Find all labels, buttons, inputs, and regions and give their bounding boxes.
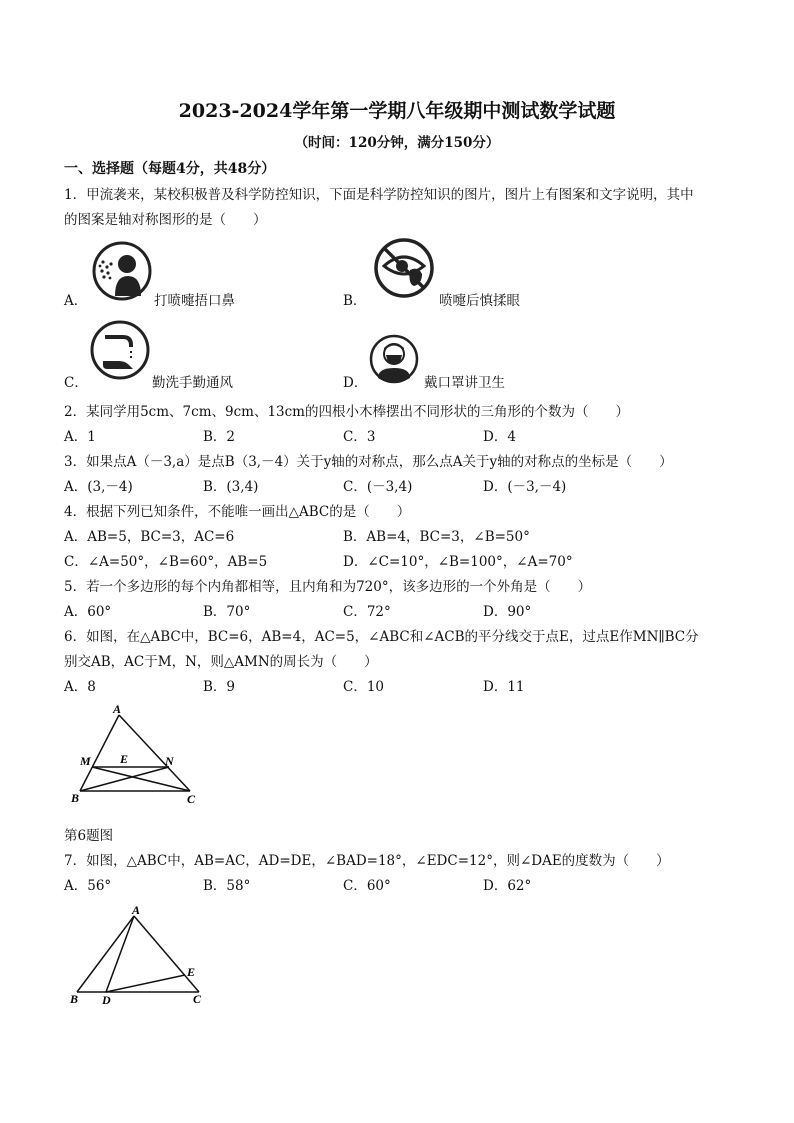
fig7-label-d: D	[102, 993, 111, 1007]
option-4b: B．AB=4，BC=3，∠B=50°	[343, 529, 530, 545]
option-1a-caption: 打喷嚏捂口鼻	[154, 293, 235, 309]
fig6-label-a: A	[113, 702, 122, 716]
exam-info: （时间：120分钟，满分150分）	[294, 135, 500, 151]
question-6-line-2: 别交AB，AC于M，N，则△AMN的周长为（ ）	[64, 654, 378, 670]
option-3a: A．(3,－4)	[64, 479, 133, 495]
fig7-label-b: B	[70, 992, 79, 1006]
fig6-label-m: M	[80, 754, 91, 768]
question-5: 5．若一个多边形的每个内角都相等，且内角和为720°，该多边形的一个外角是（ ）	[64, 579, 592, 595]
section-heading: 一、选择题（每题4分，共48分）	[64, 161, 276, 177]
option-7d: D．62°	[483, 878, 532, 894]
fig7-label-a: A	[132, 903, 141, 917]
question-1-line-2: 的图案是轴对称图形的是（ ）	[64, 212, 267, 228]
figure-6-triangle	[62, 700, 212, 810]
option-6c: C．10	[343, 679, 385, 695]
option-1b-letter: B．	[343, 293, 367, 309]
question-6-line-1: 6．如图，在△ABC中，BC=6，AB=4，AC=5，∠ABC和∠ACB的平分线交于点E，过点E作MN∥BC分	[64, 629, 699, 645]
fig6-label-c: C	[187, 792, 196, 806]
fig6-label-b: B	[71, 791, 80, 805]
option-4a: A．AB=5，BC=3，AC=6	[64, 529, 235, 545]
sneeze-cover-icon	[91, 240, 153, 302]
option-3d: D．(－3,－4)	[483, 479, 567, 495]
option-7c: C．60°	[343, 878, 391, 894]
figure-7-triangle	[62, 900, 222, 1010]
fig7-label-e: E	[187, 965, 196, 979]
fig6-label-n: N	[165, 754, 174, 768]
option-2d: D．4	[483, 429, 516, 445]
question-4: 4．根据下列已知条件，不能唯一画出△ABC的是（ ）	[64, 504, 411, 520]
option-5b: B．70°	[203, 604, 251, 620]
option-7b: B．58°	[203, 878, 251, 894]
face-mask-icon	[369, 334, 419, 384]
fig7-label-c: C	[193, 992, 202, 1006]
option-3c: C．(－3,4)	[343, 479, 413, 495]
question-1-line-1: 1．甲流袭来，某校积极普及科学防控知识，下面是科学防控知识的图片，图片上有图案和文字说明，其中	[64, 187, 694, 203]
figure-6-caption: 第6题图	[64, 828, 114, 844]
wash-hands-icon	[89, 319, 151, 381]
fig6-label-e: E	[120, 752, 129, 766]
option-7a: A．56°	[64, 878, 112, 894]
option-1c-letter: C．	[64, 375, 88, 391]
option-1d-letter: D．	[343, 375, 368, 391]
option-5d: D．90°	[483, 604, 532, 620]
question-7: 7．如图，△ABC中，AB=AC，AD=DE，∠BAD=18°，∠EDC=12°，则∠DAE的度数为（ ）	[64, 853, 670, 869]
option-2c: C．3	[343, 429, 376, 445]
option-4d: D．∠C=10°，∠B=100°，∠A=70°	[343, 554, 573, 570]
option-1d-caption: 戴口罩讲卫生	[424, 375, 505, 391]
question-3: 3．如果点A（－3,a）是点B（3,－4）关于y轴的对称点，那么点A关于y轴的对称点的坐标是（ ）	[64, 454, 673, 470]
option-6a: A．8	[64, 679, 96, 695]
option-1c-caption: 勤洗手勤通风	[152, 375, 233, 391]
option-3b: B．(3,4)	[203, 479, 259, 495]
option-5a: A．60°	[64, 604, 112, 620]
option-6d: D．11	[483, 679, 525, 695]
page-title: 2023-2024学年第一学期八年级期中测试数学试题	[178, 100, 616, 122]
option-2b: B．2	[203, 429, 236, 445]
option-1a-letter: A．	[64, 293, 88, 309]
option-4c: C．∠A=50°，∠B=60°，AB=5	[64, 554, 268, 570]
option-6b: B．9	[203, 679, 236, 695]
option-1b-caption: 喷嚏后慎揉眼	[439, 293, 520, 309]
question-2: 2．某同学用5cm、7cm、9cm、13cm的四根小木棒摆出不同形状的三角形的个数为（ ）	[64, 404, 629, 420]
no-rub-eye-icon	[372, 236, 436, 300]
option-5c: C．72°	[343, 604, 391, 620]
option-2a: A．1	[64, 429, 96, 445]
